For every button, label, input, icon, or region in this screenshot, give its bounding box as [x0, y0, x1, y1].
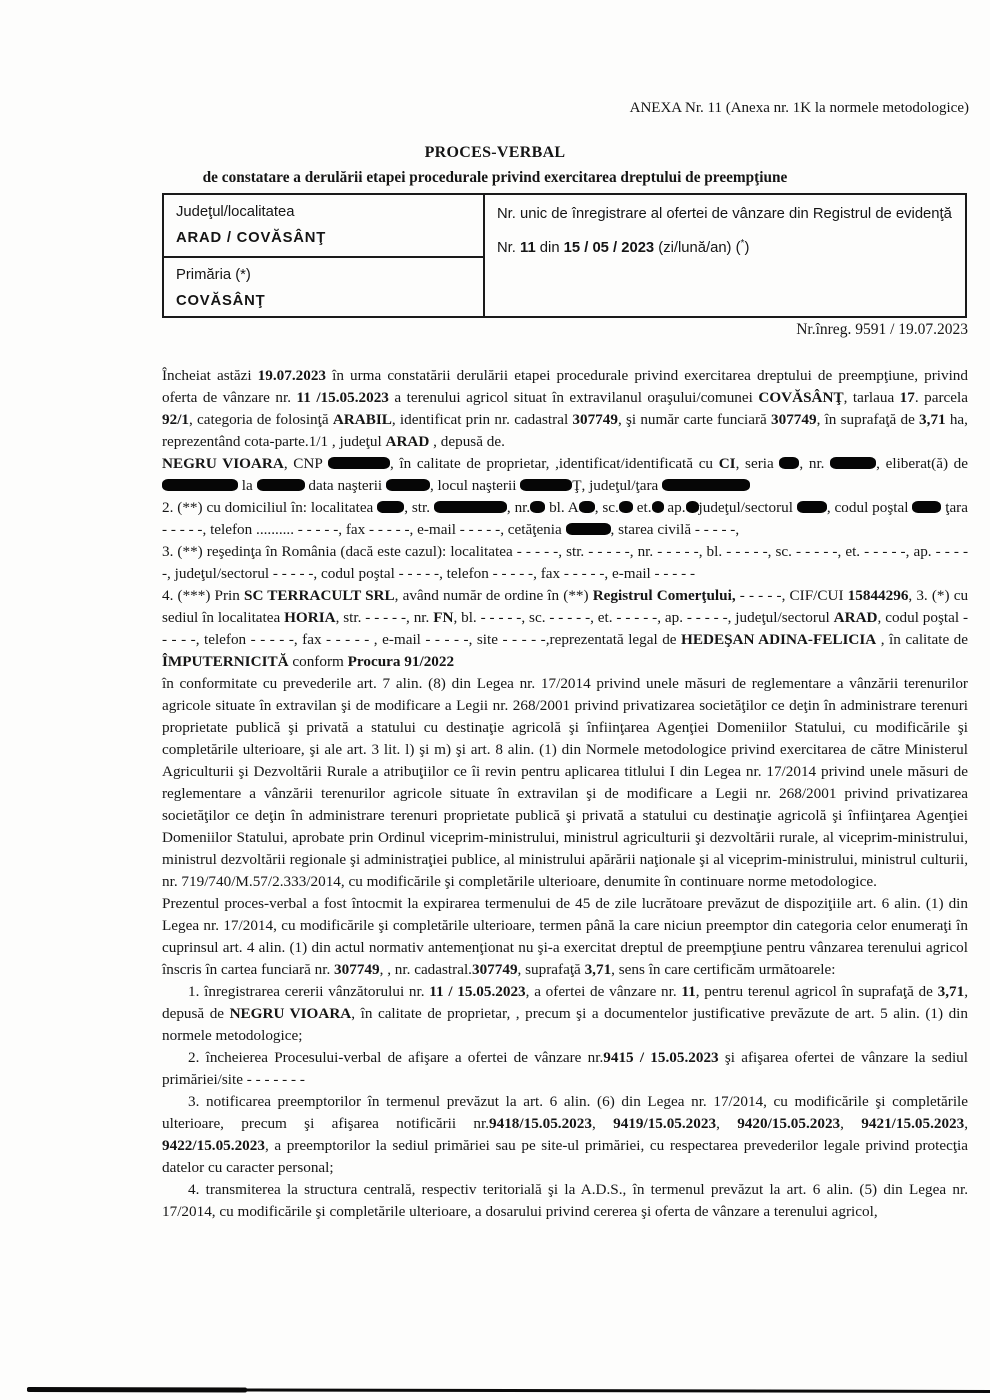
- text: conform: [288, 653, 348, 670]
- document-subtitle: de constatare a derulării etapei procedurale privind exercitarea dreptului de preempţiune: [202, 169, 788, 186]
- text: , depusă de.: [429, 433, 505, 450]
- bold-text: 3,71: [919, 411, 946, 428]
- text: la: [238, 477, 257, 494]
- list-item-3-notification: [162, 1091, 968, 1179]
- bold-text: NEGRU VIOARA: [162, 455, 284, 472]
- redaction-bar: [619, 501, 633, 513]
- bold-text: 92/1: [162, 411, 190, 428]
- redaction-bar: [912, 501, 941, 513]
- redaction-bar: [779, 457, 799, 469]
- paragraph-item4-proxy: [162, 585, 968, 673]
- text: , bl. - - - - -, sc. - - - - -, et. - - - - -, ap. - - - - -, judeţul/sectorul: [453, 609, 834, 626]
- bold-text: 11 / 15.05.2023: [429, 983, 526, 1000]
- bold-text: HORIA: [284, 609, 336, 626]
- text: , sens în care certificăm următoarele:: [611, 961, 836, 978]
- text: , codul poştal - - - - -, telefon - - - - -, fax - - - - - , e-mail - - - - -, site - - - - -,reprezentată legal de: [162, 609, 969, 648]
- text: , starea civilă - - - - -,: [610, 521, 740, 538]
- bold-text: ÎMPUTERNICITĂ: [162, 653, 289, 670]
- text: , categoria de folosinţă: [189, 411, 333, 428]
- text: , , nr. cadastral.: [379, 961, 472, 978]
- cityhall-cell: [164, 258, 483, 319]
- paragraph-owner: [162, 453, 968, 497]
- bold-text: ARAD: [385, 433, 430, 450]
- bold-text: 9420/15.05.2023: [737, 1115, 841, 1132]
- redaction-bar: [579, 501, 595, 513]
- text: , str.: [404, 499, 434, 516]
- bold-text: CI: [718, 455, 736, 472]
- scan-artifact-line: [27, 1388, 990, 1393]
- text: 2. încheierea Procesului-verbal de afişare a ofertei de vânzare nr.: [188, 1049, 604, 1066]
- redaction-bar: [520, 479, 572, 491]
- bold-text: 307749: [771, 411, 817, 428]
- bold-text: COVĂSÂNŢ: [758, 389, 844, 406]
- bold-text: 9422/15.05.2023: [162, 1137, 265, 1154]
- registration-value: [497, 233, 953, 259]
- bold-text: 307749: [334, 961, 380, 978]
- bold-text: ARABIL: [332, 411, 392, 428]
- text: 3. notificarea preemptorilor în termenul prevăzut la art. 6 alin. (6) din Legea nr. 17/2014, cu modificările şi completările ulterioare, precum şi afişarea notificării nr.: [162, 1093, 968, 1132]
- list-item-4-transmission: [162, 1179, 968, 1223]
- text: - - - - -, CIF/CUI: [735, 587, 848, 604]
- bold-text: Procura 91/2022: [347, 653, 455, 670]
- text: , codul poştal: [826, 499, 913, 516]
- text: , pentru terenul agricol în suprafaţă de: [695, 983, 938, 1000]
- text: ): [744, 239, 750, 256]
- text: 2. (**) cu domiciliul în: localitatea: [162, 499, 378, 516]
- text: , având număr de ordine în (**): [394, 587, 593, 604]
- text: , locul naşterii: [429, 477, 521, 494]
- redaction-bar: [162, 479, 238, 491]
- text: , nr.: [799, 455, 831, 472]
- text: data naşterii: [304, 477, 386, 494]
- bold-text: SC TERRACULT SRL: [244, 587, 395, 604]
- bold-text: HEDEŞAN ADINA-FELICIA: [681, 631, 877, 648]
- text: , şi număr carte funciară: [617, 411, 772, 428]
- paragraph-intro: [162, 365, 968, 453]
- text: , CNP: [283, 455, 328, 472]
- text: 4. transmiterea la structura centrală, respectiv teritorială şi la A.D.S., în termenul prevăzut la art. 6 alin. (5) din Legea nr. 17/2014, cu modificările şi completările ulterioare, a dosarului privind cererea şi oferta de vânzare a terenului agricol,: [162, 1181, 968, 1220]
- text: , eliberat(ă) de: [876, 455, 969, 472]
- bold-text: 9415 / 15.05.2023: [603, 1049, 719, 1066]
- cityhall-value: COVĂSÂNŢ: [176, 293, 266, 309]
- text: în urma constatării derulării etapei procedurale privind exercitarea dreptului de preempţiune, privind oferta de vânzare nr.: [162, 367, 968, 406]
- text: ,: [591, 1115, 614, 1132]
- text: 3. (**) reşedinţa în România (dacă este cazul): localitatea - - - - -, str. - - - - -, nr. - - - - -, bl. - - - - -, sc. - - - - -, et. - - - - -, ap. - - - - -, judeţul/sectorul - - - - -, codul poştal - - - - -, telefon - - - - -, fax - - - - -, e-mail - - - - -: [162, 543, 968, 582]
- registration-number-note: Nr.înreg. 9591 / 19.07.2023: [796, 321, 968, 338]
- redaction-bar: [566, 523, 611, 535]
- bold-text: 15844296: [847, 587, 909, 604]
- bold-text: 9419/15.05.2023: [613, 1115, 717, 1132]
- bold-text: 11 /15.05.2023: [296, 389, 389, 406]
- bold-text: ARAD: [833, 609, 878, 626]
- header-table: [162, 193, 967, 318]
- text: , depusă de: [162, 983, 969, 1022]
- bold-text: NEGRU VIOARA: [229, 1005, 352, 1022]
- text: , seria: [735, 455, 780, 472]
- text: 1. înregistrarea cererii vânzătorului nr.: [188, 983, 430, 1000]
- registration-cell: [485, 195, 965, 316]
- bold-text: 9418/15.05.2023: [489, 1115, 592, 1132]
- text: 4. (***) Prin: [162, 587, 245, 604]
- bold-text: Registrul Comerţului,: [592, 587, 736, 604]
- bold-text: FN: [433, 609, 454, 626]
- redaction-bar: [377, 501, 404, 513]
- document-body: [162, 365, 968, 1223]
- list-item-1-registration: [162, 981, 968, 1047]
- text: Nr.: [497, 239, 521, 256]
- redaction-bar: [652, 501, 664, 513]
- county-label: Judeţul/localitatea: [176, 204, 295, 220]
- text: , suprafaţă: [517, 961, 585, 978]
- redaction-bar: [530, 501, 545, 513]
- text: Încheiat astăzi: [162, 367, 258, 384]
- county-value: ARAD / COVĂSÂNŢ: [176, 230, 327, 246]
- redaction-bar: [662, 479, 750, 491]
- registration-label: Nr. unic de înregistrare al ofertei de vânzare din Registrul de evidenţă: [497, 206, 952, 222]
- text: . parcela: [914, 389, 968, 406]
- paragraph-item2-domicile: [162, 497, 968, 541]
- bold-text: 307749: [572, 411, 618, 428]
- text: et.: [632, 499, 652, 516]
- list-item-2-display: [162, 1047, 968, 1091]
- paragraph-certification: [162, 893, 968, 981]
- text: ,: [840, 1115, 862, 1132]
- redaction-bar: [257, 479, 305, 491]
- text: din: [535, 239, 564, 256]
- bold-text: 15 / 05 / 2023: [563, 239, 655, 256]
- annex-reference: ANEXA Nr. 11 (Anexa nr. 1K la normele metodologice): [629, 100, 969, 116]
- text: ţara - - - - -, telefon .......... - - - - -, fax - - - - -, e-mail - - - - -, cetăţenia: [162, 499, 968, 538]
- redaction-bar: [797, 501, 827, 513]
- text: , a preemptorilor la sediul primăriei sau pe site-ul primăriei, cu respectarea prevederilor legale privind protecţia datelor cu caracter personal;: [162, 1137, 968, 1176]
- redaction-bar: [686, 501, 699, 513]
- text: , sc.: [594, 499, 619, 516]
- header-table-left-column: [164, 195, 485, 316]
- bold-text: 3,71: [937, 983, 965, 1000]
- text: (zi/lună/an) (: [654, 239, 741, 256]
- text: *: [740, 238, 745, 249]
- text: , 3. (*) cu sediul în localitatea: [162, 587, 969, 626]
- text: , a ofertei de vânzare nr.: [525, 983, 682, 1000]
- bold-text: 9421/15.05.2023: [861, 1115, 965, 1132]
- bold-text: 17: [899, 389, 915, 406]
- text: , identificat prin nr. cadastral: [391, 411, 573, 428]
- paragraph-item3-residence: [162, 541, 968, 585]
- text: , în calitate de proprietar, ,identificat/identificată cu: [389, 455, 719, 472]
- cityhall-label: Primăria (*): [176, 267, 251, 283]
- redaction-bar: [830, 457, 876, 469]
- text: ap.: [663, 499, 686, 516]
- text: în conformitate cu prevederile art. 7 alin. (8) din Legea nr. 17/2014 privind unele măsuri de reglementare a vânzării terenurilor agricole situate în extravilan şi de modificare a Legii nr. 268/2001 privind privatizarea societăţilor ce deţin în administrare terenuri proprietate publică şi privată a statului cu destinaţie agricolă şi înfiinţarea Agenţiei Domeniilor Statului, cu modificările şi completările ulterioare, şi ale art. 3 lit. l) şi m) şi art. 8 alin. (1) din Normele metodologice privind exercitarea de către Ministerul Agriculturii şi Dezvoltării Rurale a atribuţiilor ce îi revin pentru aplicarea titlului I din Legea nr. 17/2014 privind unele măsuri de reglementare a vânzării terenurilor agricole situate în extravilan şi de modificare a Legii nr. 268/2001 privind privatizarea societăţilor ce deţin în administrare terenuri proprietate publică şi privată a statului cu destinaţie agricolă şi înfiinţarea Agenţiei Domeniilor Statului, aprobate prin Ordinul viceprim-ministrului, ministrul agriculturii şi dezvoltării rurale, al viceprim-ministrului, ministrul dezvoltării regionale şi administraţiei publice, al ministrului apărării naţionale şi al viceprim-ministrului, ministrul culturii, nr. 719/740/M.57/2.333/2014, cu modificările şi completările ulterioare, denumite în continuare norme metodologice.: [162, 675, 968, 890]
- text: ,: [716, 1115, 738, 1132]
- text: , în suprafaţă de: [816, 411, 920, 428]
- county-cell: [164, 195, 483, 258]
- bold-text: 307749: [471, 961, 518, 978]
- text: , tarlaua: [843, 389, 900, 406]
- bold-text: 19.07.2023: [257, 367, 327, 384]
- text: şi afişarea ofertei de vânzare la sediul primăriei/site - - - - - - -: [162, 1049, 968, 1088]
- text: , în calitate de proprietar, , precum şi a documentelor justificative prevăzute de art. 5 alin. (1) din normele metodologice;: [162, 1005, 968, 1044]
- bold-text: 11: [520, 239, 536, 256]
- text: , nr.: [506, 499, 531, 516]
- text: , în calitate de: [876, 631, 969, 648]
- bold-text: 3,71: [584, 961, 612, 978]
- text: Ţ, judeţul/ţara: [572, 477, 663, 494]
- paragraph-legal-basis: [162, 673, 968, 893]
- text: a terenului agricol situat în extravilanul oraşului/comunei: [388, 389, 759, 406]
- text: , str. - - - - -, nr.: [335, 609, 434, 626]
- document-title: PROCES-VERBAL: [424, 144, 566, 161]
- text: ,: [964, 1115, 969, 1132]
- redaction-bar: [434, 501, 507, 513]
- redaction-bar: [328, 457, 390, 469]
- bold-text: 11: [681, 983, 696, 1000]
- text: bl. A: [545, 499, 579, 516]
- text: ha, reprezentând cota-parte.1/1 , judeţul: [162, 411, 968, 450]
- redaction-bar: [386, 479, 430, 491]
- text: judeţul/sectorul: [698, 499, 797, 516]
- text: Prezentul proces-verbal a fost întocmit la expirarea termenului de 45 de zile lucrătoare prevăzut de dispoziţiile art. 6 alin. (1) din Legea nr. 17/2014, cu modificările şi completările ulterioare, termen până la care niciun preemptor din categoria celor enumeraţi în cuprinsul art. 4 alin. (1) din actul normativ antemenţionat nu şi-a exercitat dreptul de preempţiune pentru vânzarea terenului agricol înscris în cartea funciară nr.: [162, 895, 968, 978]
